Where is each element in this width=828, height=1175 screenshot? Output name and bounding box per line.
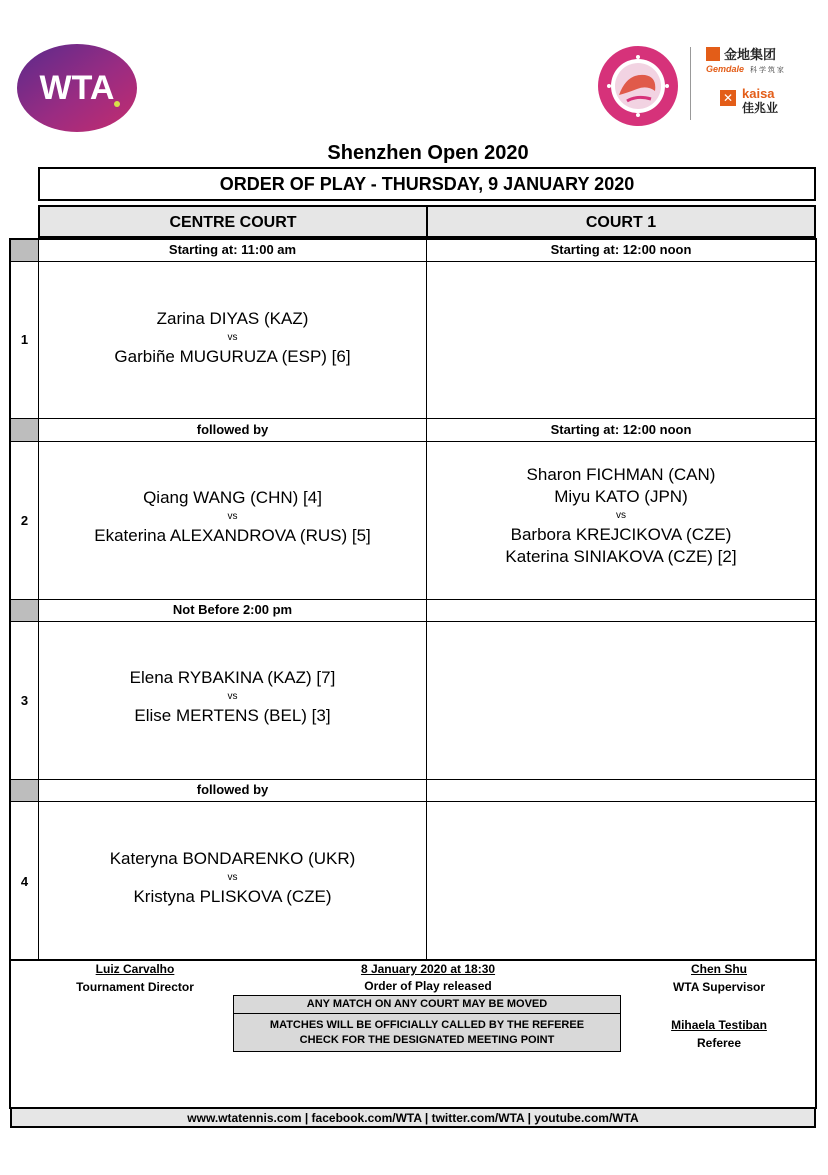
notice-match-moved: ANY MATCH ON ANY COURT MAY BE MOVED bbox=[233, 995, 621, 1014]
social-links: www.wtatennis.com | facebook.com/WTA | twitter.com/WTA | youtube.com/WTA bbox=[10, 1107, 816, 1128]
gemdale-logo bbox=[706, 44, 818, 80]
supervisor-name: Chen Shu bbox=[691, 962, 747, 976]
start-time: Starting at: 11:00 am bbox=[168, 242, 297, 257]
player: Kristyna PLISKOVA (CZE) bbox=[133, 887, 332, 906]
kaisa-mark-icon: ✕ bbox=[720, 90, 736, 106]
released-date: 8 January 2020 at 18:30 bbox=[360, 962, 496, 976]
player: Sharon FICHMAN (CAN) bbox=[526, 465, 716, 484]
notice-line: CHECK FOR THE DESIGNATED MEETING POINT bbox=[299, 1034, 555, 1046]
start-time: followed by bbox=[196, 422, 269, 437]
row-number: 1 bbox=[20, 332, 29, 347]
gemdale-en: Gemdale bbox=[706, 64, 745, 74]
vs-label: vs bbox=[227, 691, 238, 702]
released-label: Order of Play released bbox=[364, 979, 492, 993]
logo-divider bbox=[690, 47, 691, 120]
row-number: 2 bbox=[20, 513, 29, 528]
player: Elena RYBAKINA (KAZ) [7] bbox=[129, 668, 336, 687]
director-role: Tournament Director bbox=[76, 980, 194, 994]
row-number: 4 bbox=[20, 874, 29, 889]
gemdale-sub: 科 学 筑 家 bbox=[750, 67, 784, 74]
gemdale-mark-icon bbox=[706, 47, 720, 61]
player: Elise MERTENS (BEL) [3] bbox=[134, 706, 331, 725]
player: Barbora KREJCIKOVA (CZE) bbox=[510, 525, 732, 544]
player: Zarina DIYAS (KAZ) bbox=[156, 309, 309, 328]
wta-logo-text: WTA bbox=[39, 69, 115, 107]
court-header-court1: COURT 1 bbox=[426, 205, 816, 238]
kaisa-en: kaisa bbox=[742, 86, 775, 101]
match-centre-1 bbox=[39, 308, 426, 368]
match-centre-3 bbox=[39, 667, 426, 727]
player: Qiang WANG (CHN) [4] bbox=[143, 488, 322, 507]
start-time: followed by bbox=[196, 782, 269, 797]
match-centre-2 bbox=[39, 487, 426, 547]
player: Kateryna BONDARENKO (UKR) bbox=[109, 849, 356, 868]
gemdale-cn: 金地集团 bbox=[724, 47, 777, 62]
notice-line: MATCHES WILL BE OFFICIALLY CALLED BY THE REFEREE bbox=[269, 1019, 585, 1031]
order-of-play-title: ORDER OF PLAY - THURSDAY, 9 JANUARY 2020 bbox=[38, 167, 816, 201]
notice-referee bbox=[233, 1013, 621, 1052]
director-name: Luiz Carvalho bbox=[95, 962, 175, 976]
player: Ekaterina ALEXANDROVA (RUS) [5] bbox=[94, 526, 371, 545]
player: Garbiñe MUGURUZA (ESP) [6] bbox=[114, 347, 351, 366]
event-title: Shenzhen Open 2020 bbox=[327, 142, 529, 164]
row-number: 3 bbox=[20, 693, 29, 708]
match-centre-4 bbox=[39, 848, 426, 908]
supervisor-role: WTA Supervisor bbox=[672, 980, 765, 994]
referee-role: Referee bbox=[696, 1036, 742, 1050]
start-time: Starting at: 12:00 noon bbox=[550, 422, 692, 437]
wta-logo bbox=[16, 42, 138, 134]
vs-label: vs bbox=[227, 872, 238, 883]
start-time: Starting at: 12:00 noon bbox=[550, 242, 692, 257]
start-time: Not Before 2:00 pm bbox=[172, 602, 293, 617]
vs-label: vs bbox=[227, 511, 238, 522]
court-header-centre: CENTRE COURT bbox=[38, 205, 428, 238]
referee-name: Mihaela Testiban bbox=[671, 1018, 767, 1032]
vs-label: vs bbox=[227, 332, 238, 343]
kaisa-cn: 佳兆业 bbox=[742, 101, 779, 115]
match-court1-2 bbox=[427, 464, 815, 568]
player: Miyu KATO (JPN) bbox=[554, 487, 688, 506]
player: Katerina SINIAKOVA (CZE) [2] bbox=[505, 547, 737, 566]
kaisa-logo bbox=[720, 86, 820, 120]
schedule-grid bbox=[9, 238, 817, 961]
vs-label: vs bbox=[616, 510, 626, 521]
shenzhen-open-logo bbox=[597, 45, 679, 127]
